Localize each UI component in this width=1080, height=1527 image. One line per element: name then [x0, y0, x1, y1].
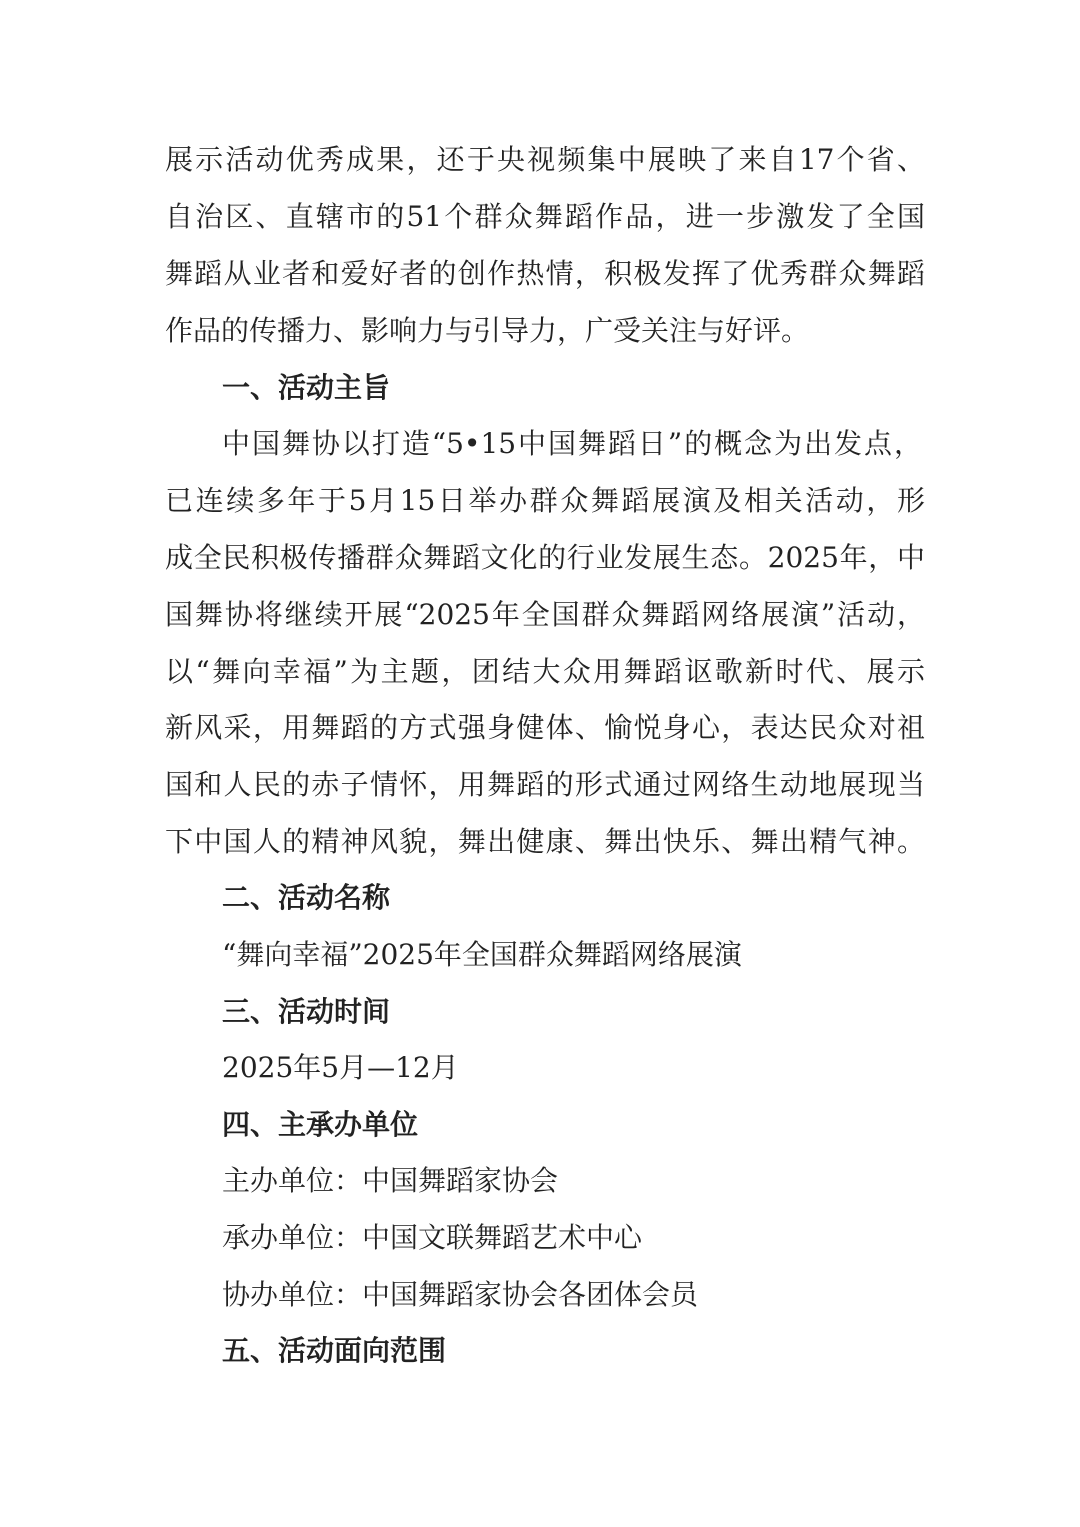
activity-time-text: 2025年5月—12月 — [222, 1051, 459, 1084]
purpose-line-1: 中国舞协以打造“5•15中国舞蹈日”的概念为出发点， — [222, 427, 922, 460]
purpose-line-7: 国和人民的赤子情怀，用舞蹈的形式通过网络生动地展现当 — [165, 768, 925, 801]
purpose-line-3: 成全民积极传播群众舞蹈文化的行业发展生态。2025年，中 — [165, 541, 925, 574]
intro-line-1: 展示活动优秀成果，还于央视频集中展映了来自17个省、 — [165, 143, 925, 176]
section-heading-time: 三、活动时间 — [222, 995, 391, 1028]
organizer-co-organizer: 协办单位：中国舞蹈家协会各团体会员 — [222, 1278, 699, 1311]
section-heading-name: 二、活动名称 — [222, 881, 391, 914]
section-heading-purpose: 一、活动主旨 — [222, 371, 391, 404]
purpose-line-6: 新风采，用舞蹈的方式强身健体、愉悦身心，表达民众对祖 — [165, 711, 925, 744]
intro-line-3: 舞蹈从业者和爱好者的创作热情，积极发挥了优秀群众舞蹈 — [165, 257, 925, 290]
purpose-line-4: 国舞协将继续开展“2025年全国群众舞蹈网络展演”活动， — [165, 598, 925, 631]
intro-line-4: 作品的传播力、影响力与引导力，广受关注与好评。 — [165, 314, 810, 347]
intro-line-2: 自治区、直辖市的51个群众舞蹈作品，进一步激发了全国 — [165, 200, 925, 233]
organizer-undertaker: 承办单位：中国文联舞蹈艺术中心 — [222, 1221, 643, 1254]
section-heading-organizers: 四、主承办单位 — [222, 1108, 419, 1141]
purpose-line-5: 以“舞向幸福”为主题，团结大众用舞蹈讴歌新时代、展示 — [165, 655, 925, 688]
activity-name-text: “舞向幸福”2025年全国群众舞蹈网络展演 — [222, 938, 742, 971]
purpose-line-8: 下中国人的精神风貌，舞出健康、舞出快乐、舞出精气神。 — [165, 825, 925, 858]
organizer-host: 主办单位：中国舞蹈家协会 — [222, 1164, 559, 1197]
purpose-line-2: 已连续多年于5月15日举办群众舞蹈展演及相关活动，形 — [165, 484, 925, 517]
section-heading-scope: 五、活动面向范围 — [222, 1334, 447, 1367]
